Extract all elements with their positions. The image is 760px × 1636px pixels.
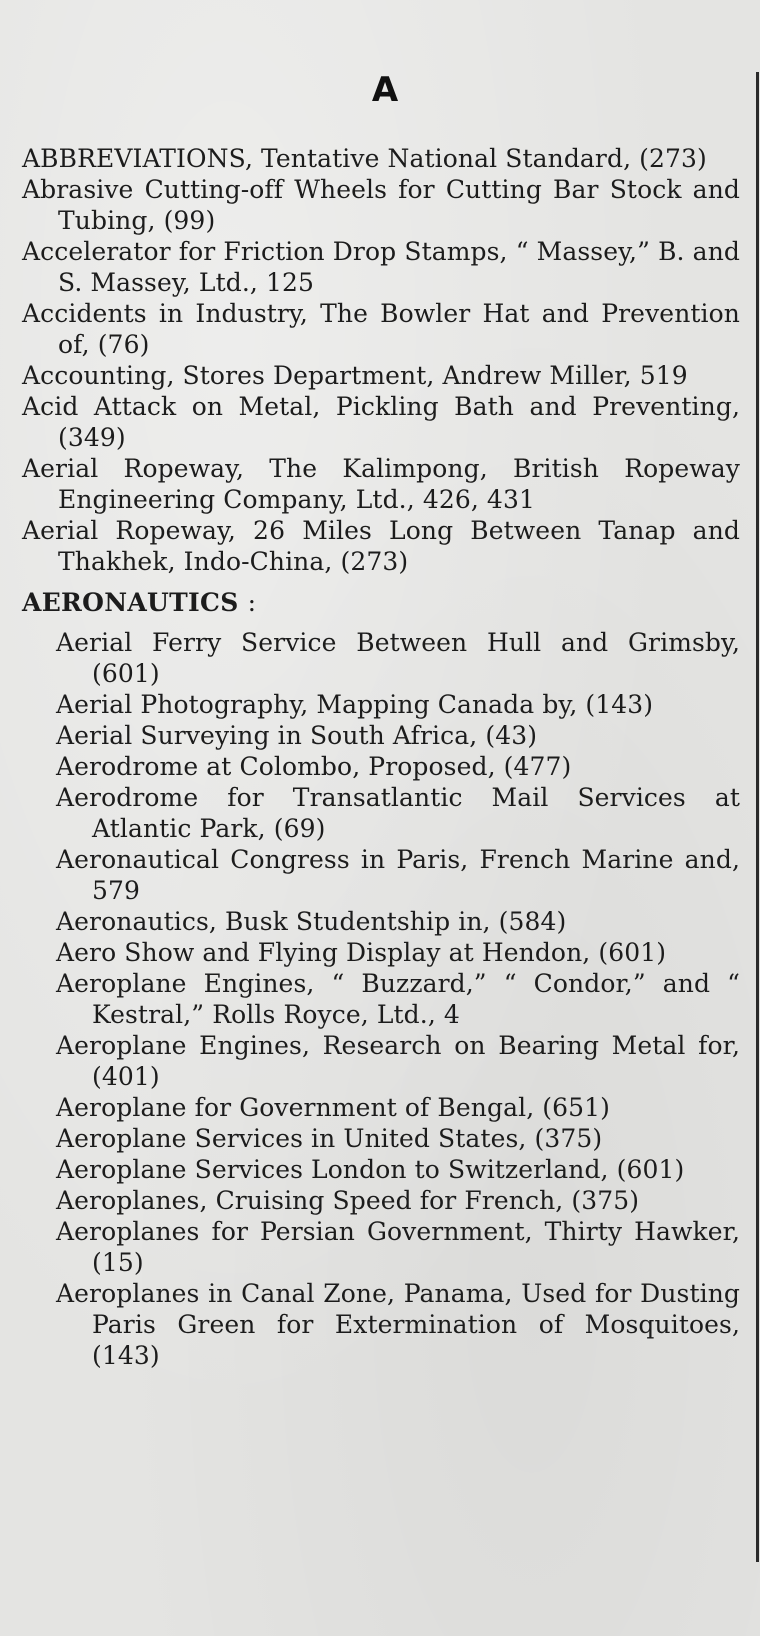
sub-entry: Aeroplanes in Canal Zone, Panama, Used for Dusting Paris Green for Extermination of Mosquitoes, (143) bbox=[56, 1279, 740, 1370]
section-heading-text: AERONAUTICS bbox=[22, 588, 239, 617]
sub-entry: Aeronautical Congress in Paris, French Marine and, 579 bbox=[56, 845, 740, 905]
sub-entry: Aeroplane for Government of Bengal, (651) bbox=[56, 1093, 611, 1122]
index-entry: Accounting, Stores Department, Andrew Miller, 519 bbox=[22, 361, 688, 390]
sub-entry: Aeroplanes, Cruising Speed for French, (375) bbox=[56, 1186, 640, 1215]
sub-entry: Aeroplane Engines, “ Buzzard,” “ Condor,” and “ Kestral,” Rolls Royce, Ltd., 4 bbox=[56, 969, 740, 1029]
sub-entry: Aerodrome at Colombo, Proposed, (477) bbox=[56, 752, 572, 781]
sub-entry: Aerodrome for Transatlantic Mail Services at Atlantic Park, (69) bbox=[56, 783, 740, 843]
sub-entry: Aeronautics, Busk Studentship in, (584) bbox=[56, 907, 567, 936]
letter-heading: A bbox=[371, 70, 399, 110]
sub-entry: Aeroplane Services London to Switzerland, (601) bbox=[56, 1155, 685, 1184]
index-entry: Aerial Ropeway, 26 Miles Long Between Tanap and Thakhek, Indo-China, (273) bbox=[22, 516, 740, 576]
index-entry: Abrasive Cutting-off Wheels for Cutting Bar Stock and Tubing, (99) bbox=[22, 175, 740, 235]
index-entry: Accelerator for Friction Drop Stamps, “ Massey,” B. and S. Massey, Ltd., 125 bbox=[22, 237, 740, 297]
section-heading bbox=[22, 587, 740, 618]
sub-entry: Aeroplane Services in United States, (375) bbox=[56, 1124, 603, 1153]
sub-entry: Aerial Photography, Mapping Canada by, (143) bbox=[56, 690, 654, 719]
index-column bbox=[22, 143, 740, 1371]
sub-entry: Aeroplane Engines, Research on Bearing Metal for, (401) bbox=[56, 1031, 740, 1091]
index-entry: Accidents in Industry, The Bowler Hat and Prevention of, (76) bbox=[22, 299, 740, 359]
section-heading-colon: : bbox=[247, 588, 257, 617]
sub-entry: Aerial Ferry Service Between Hull and Grimsby, (601) bbox=[56, 628, 740, 688]
index-entry: Acid Attack on Metal, Pickling Bath and Preventing, (349) bbox=[22, 392, 740, 452]
column-rule bbox=[756, 72, 759, 1562]
sub-entry: Aerial Surveying in South Africa, (43) bbox=[56, 721, 538, 750]
sub-entry: Aero Show and Flying Display at Hendon, (601) bbox=[56, 938, 667, 967]
sub-entry: Aeroplanes for Persian Government, Thirty Hawker, (15) bbox=[56, 1217, 740, 1277]
index-entry: Aerial Ropeway, The Kalimpong, British Ropeway Engineering Company, Ltd., 426, 431 bbox=[22, 454, 740, 514]
index-entry: ABBREVIATIONS, Tentative National Standard, (273) bbox=[22, 144, 707, 173]
